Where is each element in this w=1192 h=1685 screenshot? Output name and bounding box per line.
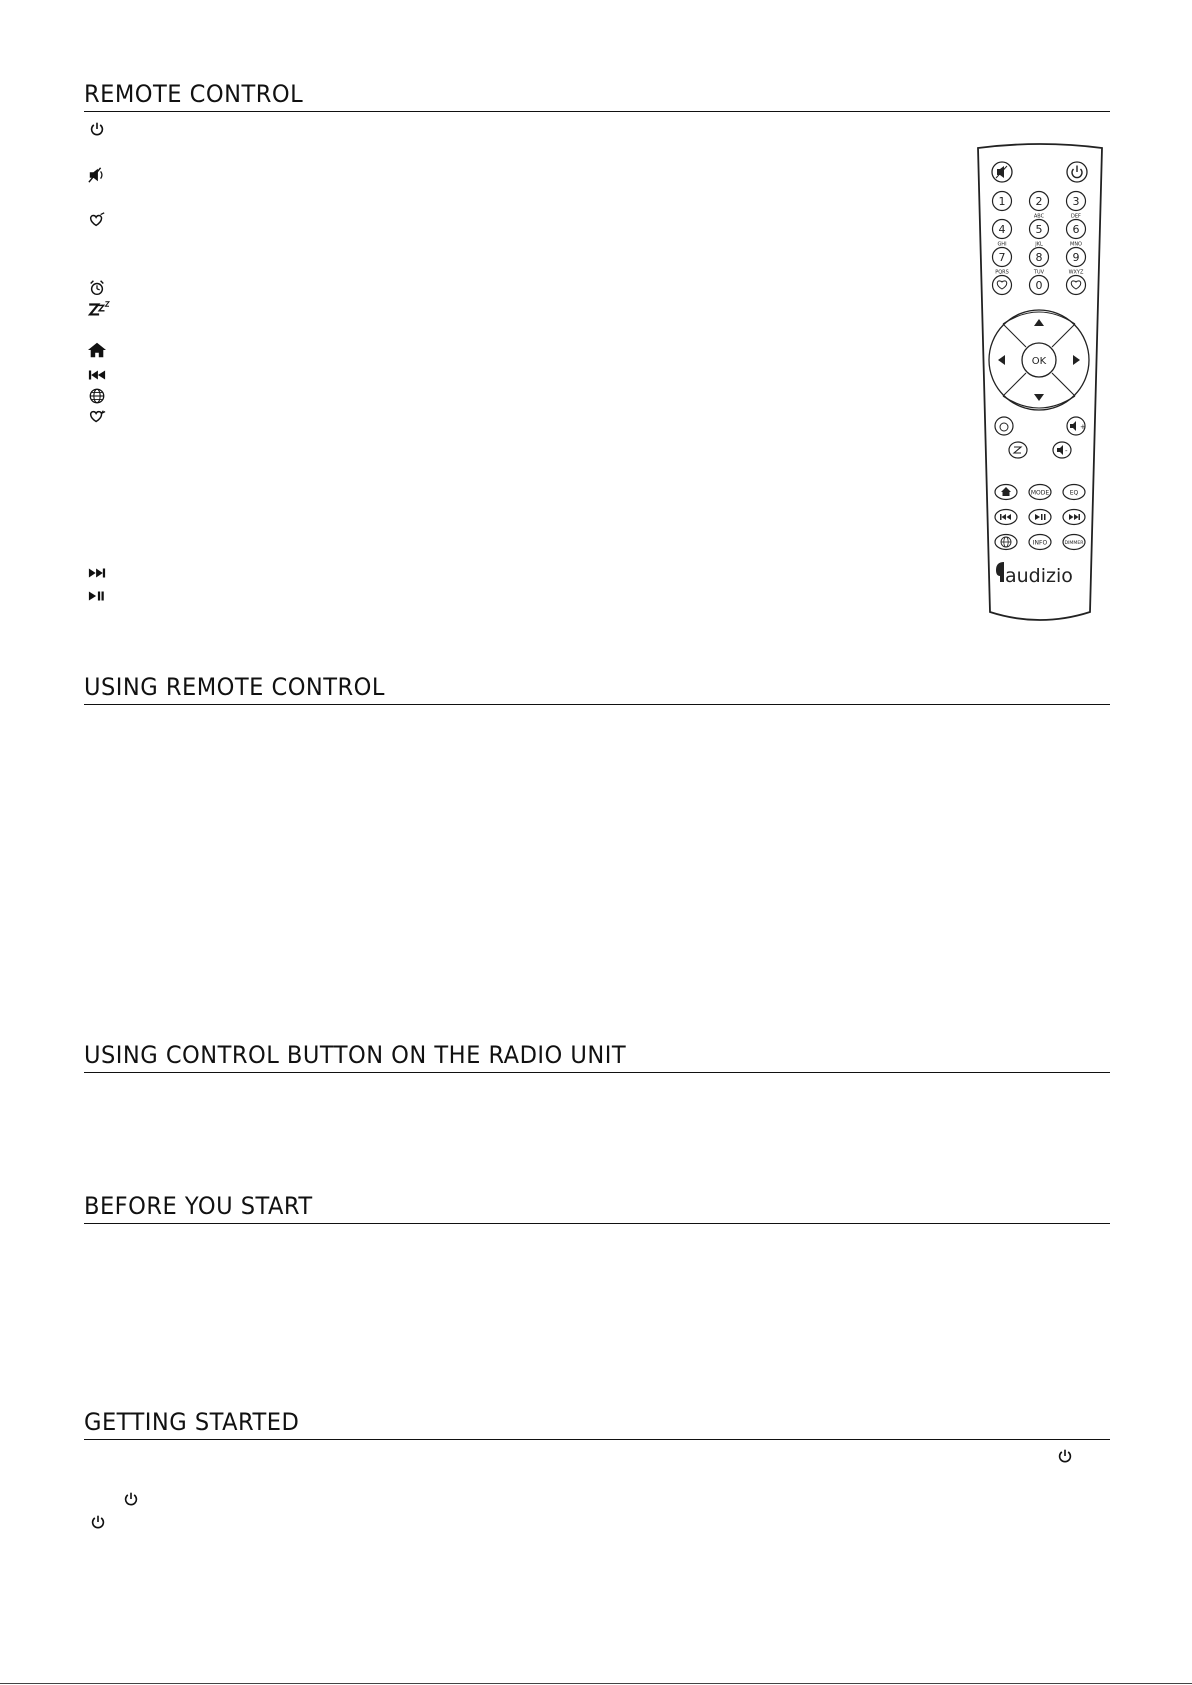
remote-control-illustration xyxy=(974,142,1106,624)
page-bottom-rule xyxy=(0,1683,1192,1684)
remote-number-button[interactable] xyxy=(1030,248,1049,267)
remote-number-label: 7 xyxy=(998,251,1006,264)
remote-number-label: 6 xyxy=(1072,223,1080,236)
power-icon xyxy=(89,1513,107,1531)
remote-sleep-button[interactable] xyxy=(1009,442,1027,458)
remote-eq-label: EQ xyxy=(1069,489,1079,497)
legend-preset-store xyxy=(86,408,108,426)
remote-mode-label: MODE xyxy=(1030,489,1050,497)
remote-number-label: 0 xyxy=(1035,279,1043,292)
remote-number-label: 1 xyxy=(998,195,1006,208)
remote-volume-up-button[interactable] xyxy=(1067,417,1086,435)
brand-name: audizio xyxy=(1005,565,1073,587)
svg-text:-: - xyxy=(1065,447,1068,455)
section-title: GETTING STARTED xyxy=(84,1408,300,1436)
legend-play-pause xyxy=(86,587,108,605)
remote-number-label: 8 xyxy=(1035,251,1043,264)
remote-eq-button[interactable] xyxy=(1063,485,1085,500)
remote-info-label: INFO xyxy=(1032,539,1048,547)
legend-next xyxy=(86,564,108,582)
legend-power xyxy=(86,120,108,138)
sleep-icon xyxy=(86,300,114,318)
preset-store-icon xyxy=(86,408,108,426)
section-title: BEFORE YOU START xyxy=(84,1192,313,1220)
remote-info-button[interactable] xyxy=(1029,535,1051,550)
remote-home-button[interactable] xyxy=(995,485,1017,500)
remote-number-button[interactable] xyxy=(993,192,1012,211)
remote-ok-label: OK xyxy=(1031,356,1047,367)
remote-number-label: 3 xyxy=(1072,195,1080,208)
internet-icon xyxy=(86,387,108,405)
remote-number-button[interactable] xyxy=(1030,220,1049,239)
legend-sleep xyxy=(86,300,114,318)
section-title: USING CONTROL BUTTON ON THE RADIO UNIT xyxy=(84,1041,627,1069)
remote-volume-down-button[interactable] xyxy=(1053,442,1071,458)
legend-internet xyxy=(86,387,108,405)
legend-home xyxy=(86,341,108,359)
power-icon xyxy=(86,120,108,138)
section-getting-started xyxy=(84,1408,1110,1440)
remote-letters-label: JKL xyxy=(1035,241,1043,248)
remote-internet-button[interactable] xyxy=(995,535,1017,550)
remote-number-label: 5 xyxy=(1035,223,1043,236)
section-rule xyxy=(84,1439,1110,1440)
section-title: USING REMOTE CONTROL xyxy=(84,673,385,701)
remote-preset-store-button[interactable] xyxy=(1067,276,1086,295)
prev-track-icon xyxy=(86,366,108,384)
home-icon xyxy=(86,341,108,359)
legend-alarm xyxy=(86,279,108,297)
remote-number-button[interactable] xyxy=(993,248,1012,267)
remote-letters-label: MNO xyxy=(1070,241,1082,248)
section-remote-control xyxy=(84,80,1110,112)
next-track-icon xyxy=(86,564,108,582)
remote-alarm-button[interactable] xyxy=(995,417,1013,435)
brand-logo xyxy=(996,562,1073,587)
remote-mode-button[interactable] xyxy=(1029,485,1051,500)
power-icon xyxy=(1056,1447,1074,1465)
remote-letters-label: DEF xyxy=(1071,213,1081,220)
remote-letters-label: ABC xyxy=(1033,213,1045,220)
section-using-control-button xyxy=(84,1041,1110,1073)
section-title: REMOTE CONTROL xyxy=(84,80,304,108)
remote-letters-label: TUV xyxy=(1033,269,1045,276)
remote-number-button[interactable] xyxy=(1067,192,1086,211)
remote-prev-button[interactable] xyxy=(995,510,1017,525)
preset-recall-icon xyxy=(86,211,108,229)
remote-number-button[interactable] xyxy=(993,220,1012,239)
section-rule xyxy=(84,111,1110,112)
remote-dpad[interactable] xyxy=(989,310,1089,410)
remote-number-label: 9 xyxy=(1072,251,1080,264)
remote-preset-recall-button[interactable] xyxy=(993,276,1012,295)
section-before-you-start xyxy=(84,1192,1110,1224)
legend-mute xyxy=(86,166,108,184)
remote-dimmer-label: DIMMER xyxy=(1064,541,1084,546)
legend-prev xyxy=(86,366,108,384)
remote-number-label: 2 xyxy=(1035,195,1043,208)
section-rule xyxy=(84,704,1110,705)
play-pause-icon xyxy=(86,587,108,605)
section-rule xyxy=(84,1072,1110,1073)
remote-number-pad xyxy=(993,192,1086,295)
remote-number-button[interactable] xyxy=(1067,248,1086,267)
remote-dimmer-button[interactable] xyxy=(1063,535,1085,550)
section-rule xyxy=(84,1223,1110,1224)
section-using-remote xyxy=(84,673,1110,705)
remote-play-pause-button[interactable] xyxy=(1029,510,1051,525)
legend-preset-recall xyxy=(86,211,108,229)
remote-letters-label: WXYZ xyxy=(1068,269,1084,276)
alarm-icon xyxy=(86,279,108,297)
remote-letters-label: GHI xyxy=(997,241,1007,248)
remote-power-button[interactable] xyxy=(1067,162,1087,182)
svg-text:+: + xyxy=(1080,423,1086,431)
remote-number-button[interactable] xyxy=(1067,220,1086,239)
remote-next-button[interactable] xyxy=(1063,510,1085,525)
remote-mute-button[interactable] xyxy=(992,162,1012,182)
remote-number-button[interactable] xyxy=(1030,192,1049,211)
mute-icon xyxy=(86,166,108,184)
remote-number-label: 4 xyxy=(998,223,1006,236)
power-icon xyxy=(122,1490,140,1508)
remote-number-button[interactable] xyxy=(1030,276,1049,295)
remote-letters-label: PQRS xyxy=(995,269,1009,276)
